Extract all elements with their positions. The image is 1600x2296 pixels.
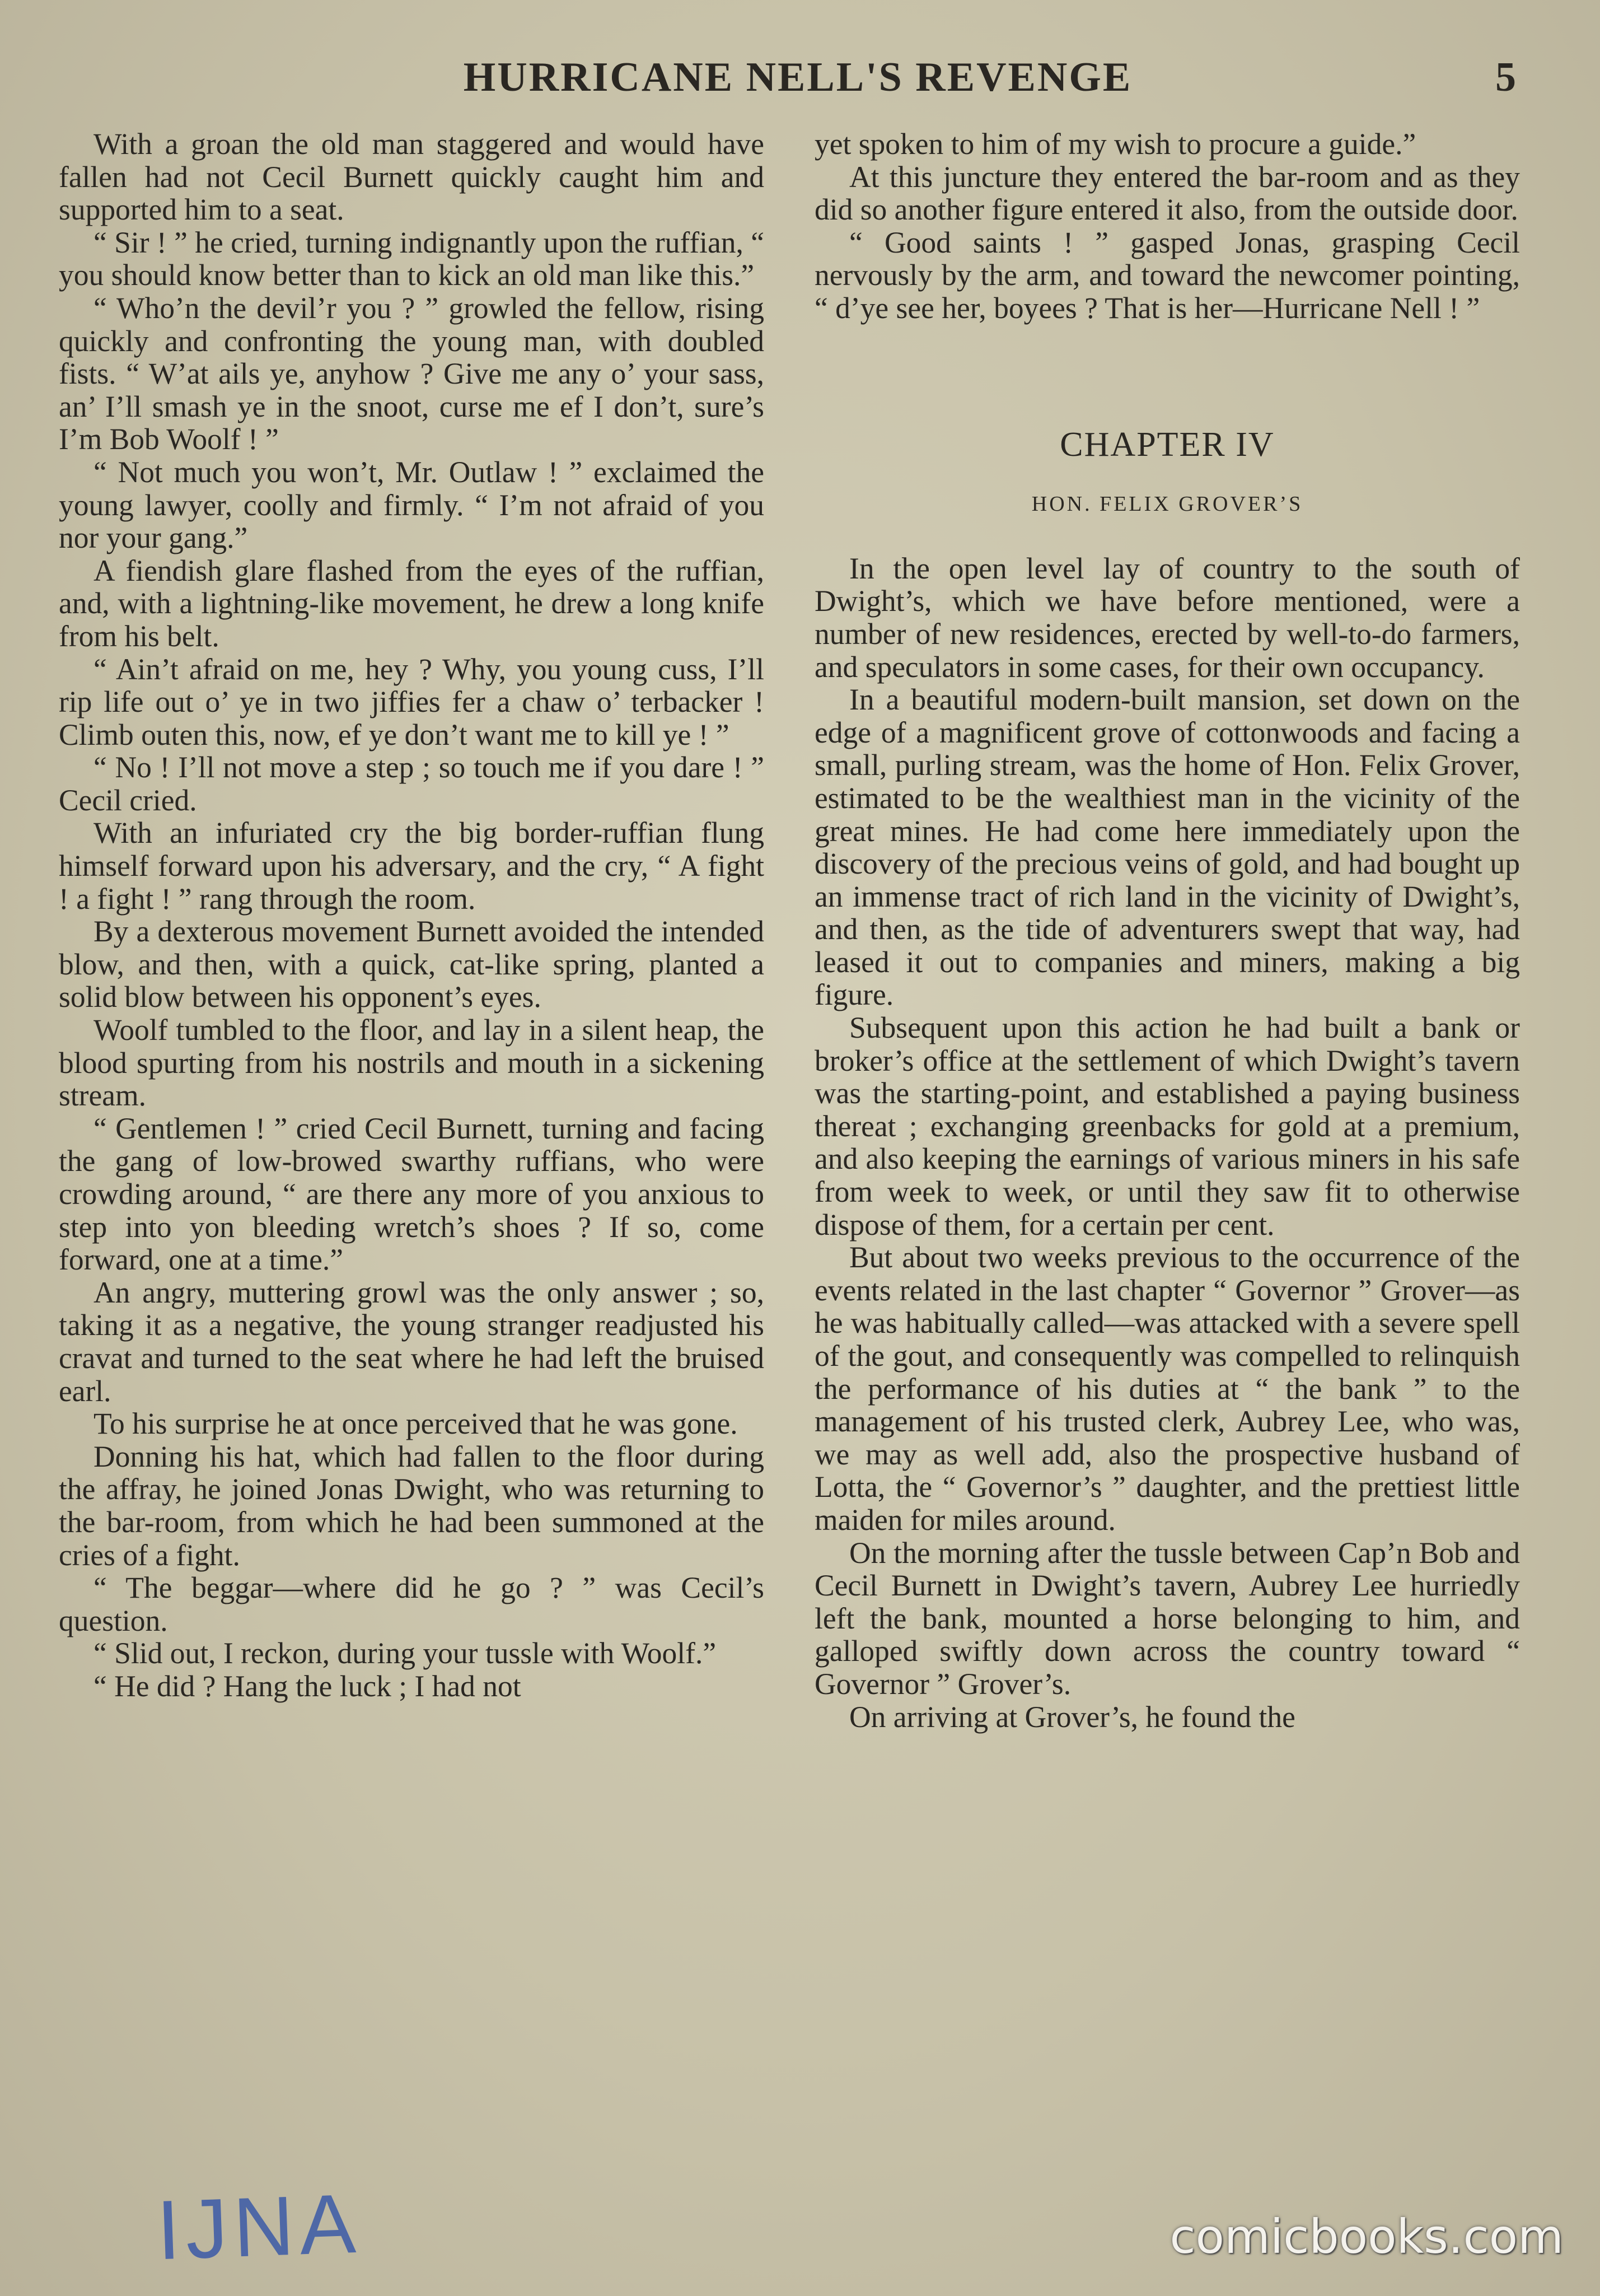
paragraph: To his surprise he at once perceived that he was gone. — [93, 1407, 738, 1441]
paragraph: yet spoken to him of my wish to procure a guide.” — [815, 127, 1416, 161]
paragraph: “ No ! I’ll not move a step ; so touch me if you dare ! ” Cecil cried. — [59, 750, 764, 817]
paragraph: On arriving at Grover’s, he found the — [849, 1700, 1295, 1734]
right-column-top — [815, 128, 1520, 325]
handwritten-mark: IJNA — [155, 2176, 363, 2278]
right-column-bottom — [815, 552, 1520, 1733]
watermark: comicbooks.com — [1169, 2209, 1564, 2264]
page-number: 5 — [1495, 54, 1516, 100]
paragraph: At this juncture they entered the bar-room and as they did so another figure entered it also, from the outside door. — [815, 160, 1520, 227]
page-header — [0, 54, 1600, 110]
paragraph: “ Not much you won’t, Mr. Outlaw ! ” exclaimed the young lawyer, coolly and firmly. “ I’m not afraid of you nor your gang.” — [59, 455, 764, 555]
paragraph: In the open level lay of country to the south of Dwight’s, which we have before mentioned, were a number of new residences, erected by well-to-do farmers, and speculators in some cases, for their own occupancy. — [815, 551, 1520, 684]
paragraph: “ He did ? Hang the luck ; I had not — [93, 1669, 521, 1703]
paragraph: “ Good saints ! ” gasped Jonas, grasping Cecil nervously by the arm, and toward the newcomer pointing, “ d’ye see her, boyees ? That is her—Hurricane Nell ! ” — [815, 225, 1520, 325]
paragraph: “ Ain’t afraid on me, hey ? Why, you young cuss, I’ll rip life out o’ ye in two jiffies fer a chaw o’ terbacker ! Climb outen this, now, ef ye don’t want me to kill ye ! ” — [59, 652, 764, 752]
paragraph: “ Gentlemen ! ” cried Cecil Burnett, turning and facing the gang of low-browed swarthy ruffians, who were crowding around, “ are there any more of you anxious to step into yon bleeding wretch’s shoes ? If so, come forward, one at a time.” — [59, 1111, 764, 1277]
paragraph: But about two weeks previous to the occurrence of the events related in the last chapter “ Governor ” Grover—as he was habitually called—was attacked with a severe spell of the gout, and consequently was compelled to relinquish the performance of his duties at “ the bank ” to the management of his trusted clerk, Aubrey Lee, who was, we may as well add, also the prospective husband of Lotta, the “ Governor’s ” daughter, and the prettiest little maiden for miles around. — [815, 1240, 1520, 1537]
chapter-title: CHAPTER IV — [1060, 425, 1275, 464]
paragraph: A fiendish glare flashed from the eyes of the ruffian, and, with a lightning-like movement, he drew a long knife from his belt. — [59, 553, 764, 653]
paragraph: Woolf tumbled to the floor, and lay in a silent heap, the blood spurting from his nostrils and mouth in a sickening stream. — [59, 1013, 764, 1113]
paragraph: An angry, muttering growl was the only answer ; so, taking it as a negative, the young stranger readjusted his cravat and turned to the seat where he had left the bruised earl. — [59, 1275, 764, 1408]
paragraph: “ Slid out, I reckon, during your tussle with Woolf.” — [93, 1636, 717, 1670]
running-title: HURRICANE NELL'S REVENGE — [463, 54, 1133, 100]
right-column — [815, 128, 1520, 1733]
paragraph: On the morning after the tussle between Cap’n Bob and Cecil Burnett in Dwight’s tavern, Aubrey Lee hurriedly left the bank, mounted a horse belonging to him, and galloped swiftly down across the country toward “ Governor ” Grover’s. — [815, 1536, 1520, 1701]
chapter-subtitle: HON. FELIX GROVER’S — [1031, 492, 1303, 516]
paragraph: “ The beggar—where did he go ? ” was Cecil’s question. — [59, 1571, 764, 1637]
paragraph: “ Sir ! ” he cried, turning indignantly upon the ruffian, “ you should know better than to kick an old man like this.” — [59, 225, 764, 292]
paragraph: “ Who’n the devil’r you ? ” growled the fellow, rising quickly and confronting the young man, with doubled fists. “ W’at ails ye, anyhow ? Give me any o’ your sass, an’ I’ll smash ye in the snoot, curse me ef I don’t, sure’s I’m Bob Woolf ! ” — [59, 291, 764, 456]
paragraph: By a dexterous movement Burnett avoided the intended blow, and then, with a quick, cat-like spring, planted a solid blow between his opponent’s eyes. — [59, 914, 764, 1014]
paragraph: With an infuriated cry the big border-ruffian flung himself forward upon his adversary, and the cry, “ A fight ! a fight ! ” rang through the room. — [59, 816, 764, 916]
paragraph: In a beautiful modern-built mansion, set down on the edge of a magnificent grove of cottonwoods and facing a small, purling stream, was the home of Hon. Felix Grover, estimated to be the wealthiest man in the vicinity of the great mines. He had come here immediately upon the discovery of the precious veins of gold, and had bought up an immense tract of rich land in the vicinity of Dwight’s, and then, as the tide of adventurers swept that way, had leased it out to companies and miners, making a big figure. — [815, 683, 1520, 1012]
paragraph: With a groan the old man staggered and would have fallen had not Cecil Burnett quickly caught him and supported him to a seat. — [59, 127, 764, 227]
paragraph: Subsequent upon this action he had built a bank or broker’s office at the settlement of which Dwight’s tavern was the starting-point, and established a paying business thereat ; exchanging greenbacks for gold at a premium, and also keeping the earnings of various miners in his safe from week to week, or until they saw fit to otherwise dispose of them, for a certain per cent. — [815, 1011, 1520, 1242]
paragraph: Donning his hat, which had fallen to the floor during the affray, he joined Jonas Dwight, who was returning to the bar-room, from which he had been summoned at the cries of a fight. — [59, 1439, 764, 1572]
left-column — [59, 128, 764, 1703]
